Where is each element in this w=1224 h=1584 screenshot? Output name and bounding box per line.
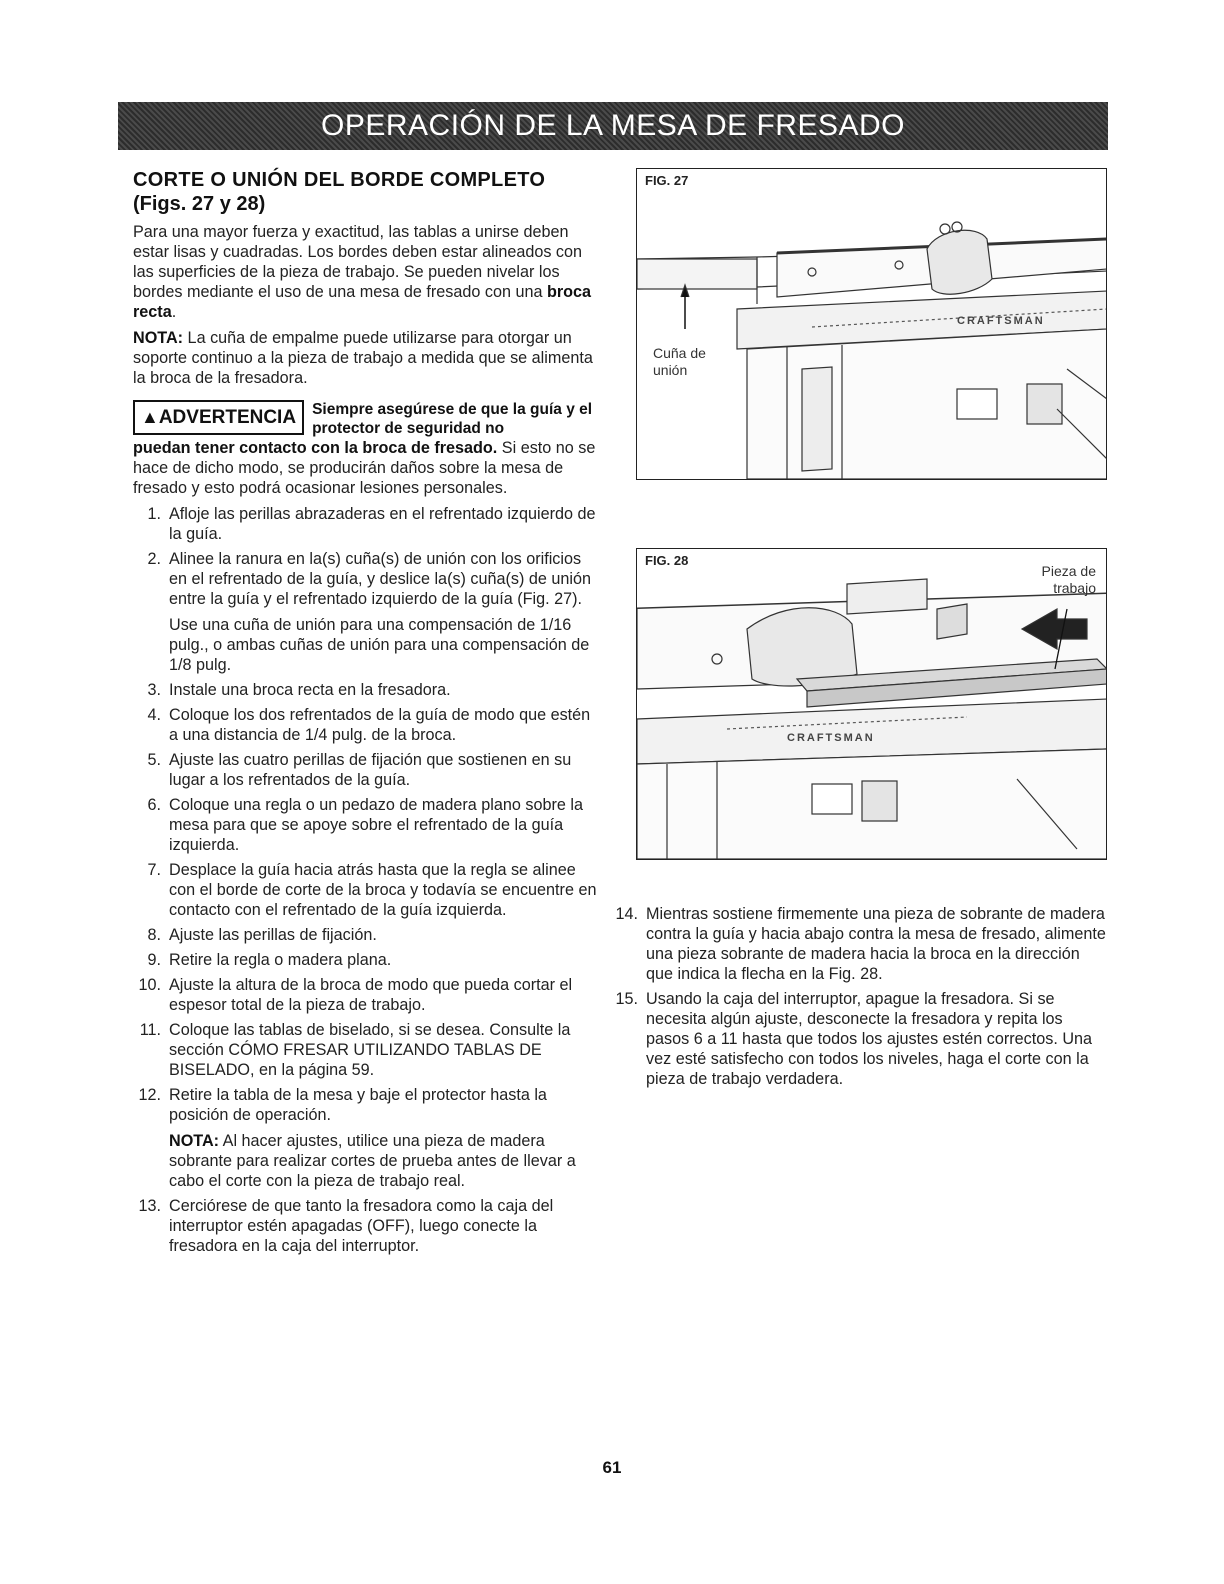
- step-number: 12.: [138, 1086, 161, 1104]
- step-number: 5.: [147, 751, 161, 769]
- step-item: [133, 705, 601, 745]
- figure-27: [636, 168, 1107, 480]
- step-text: Coloque una regla o un pedazo de madera plano sobre la mesa para que se apoye sobre el refrentado de la guía izquierda.: [169, 796, 583, 854]
- left-column: [133, 168, 601, 1261]
- page-number: 61: [602, 1458, 622, 1477]
- step-number: 6.: [147, 796, 161, 814]
- step-subtext: Use una cuña de unión para una compensación de 1/16 pulg., o ambas cuñas de unión para una compensación de 1/8 pulg.: [169, 616, 590, 674]
- warning-triangle-icon: ▲: [141, 407, 159, 427]
- step-text: Coloque los dos refrentados de la guía de modo que estén a una distancia de 1/4 pulg. de la broca.: [169, 706, 591, 744]
- step-item: [133, 925, 601, 945]
- router-table-fence-illustration: [637, 169, 1106, 479]
- step-text: Afloje las perillas abrazaderas en el refrentado izquierdo de la guía.: [169, 505, 596, 543]
- step-item: [133, 680, 601, 700]
- step-item: [610, 904, 1110, 984]
- router-table-workpiece-illustration: [637, 549, 1106, 859]
- step-text: Usando la caja del interruptor, apague la fresadora. Si se necesita algún ajuste, desconecte la fresadora y repita los pasos 6 a 11 hasta que todos los ajustes estén correctos. Una vez esté satisfecho con todos los niveles, haga el corte con la pieza de trabajo verdadera.: [646, 990, 1093, 1088]
- step-item: [133, 950, 601, 970]
- step-text: Cerciórese de que tanto la fresadora como la caja del interruptor estén apagadas (OFF), luego conecte la fresadora en la caja del interruptor.: [169, 1197, 554, 1255]
- warning-text: puedan tener contacto con la broca de fresado. Si esto no se hace de dicho modo, se producirán daños sobre la mesa de fresado y esto podrá ocasionar lesiones personales.: [133, 439, 596, 497]
- step-text: Retire la regla o madera plana.: [169, 951, 392, 969]
- step-text: Ajuste la altura de la broca de modo que pueda cortar el espesor total de la pieza de trabajo.: [169, 976, 573, 1014]
- figure-28: [636, 548, 1107, 860]
- steps-list-continued: [610, 904, 1110, 1089]
- section-banner: [118, 102, 1108, 150]
- steps-list: [133, 504, 601, 1256]
- banner-title: OPERACIÓN DE LA MESA DE FRESADO: [321, 109, 905, 142]
- step-number: 3.: [147, 681, 161, 699]
- warning-bold-text: Siempre asegúrese de que la guía y el protector de seguridad no: [312, 401, 593, 437]
- warning-block: [133, 400, 601, 498]
- step-item: [133, 1020, 601, 1080]
- step-number: 11.: [139, 1021, 161, 1039]
- note-paragraph: NOTA: La cuña de empalme puede utilizarse para otorgar un soporte continuo a la pieza de trabajo a medida que se alimenta la broca de la fresadora.: [133, 329, 593, 387]
- step-item: [610, 989, 1110, 1089]
- right-column: [610, 900, 1110, 1094]
- step-number: 8.: [147, 926, 161, 944]
- brand-label: CRAFTSMAN: [787, 732, 875, 744]
- step-subtext: NOTA: Al hacer ajustes, utilice una pieza de madera sobrante para realizar cortes de prueba antes de llevar a cabo el corte con la pieza de trabajo real.: [169, 1132, 576, 1190]
- figure-callout: Cuña de unión: [653, 345, 706, 378]
- step-text: Coloque las tablas de biselado, si se desea. Consulte la sección CÓMO FRESAR UTILIZANDO TABLAS DE BISELADO, en la página 59.: [169, 1021, 571, 1079]
- step-number: 4.: [147, 706, 161, 724]
- step-number: 13.: [138, 1197, 161, 1215]
- step-number: 15.: [615, 990, 638, 1008]
- figure-callout: Pieza de trabajo: [1041, 563, 1096, 596]
- step-text: Ajuste las cuatro perillas de fijación que sostienen en su lugar a los refrentados de la guía.: [169, 751, 572, 789]
- section-subtitle: (Figs. 27 y 28): [133, 193, 266, 215]
- step-text: Retire la tabla de la mesa y baje el protector hasta la posición de operación.: [169, 1086, 547, 1124]
- step-item: [133, 549, 601, 675]
- step-item: [133, 1085, 601, 1191]
- step-text: Ajuste las perillas de fijación.: [169, 926, 377, 944]
- figure-label: FIG. 27: [645, 173, 689, 188]
- step-item: [133, 975, 601, 1015]
- section-title: CORTE O UNIÓN DEL BORDE COMPLETO: [133, 169, 546, 191]
- brand-label: CRAFTSMAN: [957, 315, 1045, 327]
- figure-label: FIG. 28: [645, 553, 689, 568]
- step-item: [133, 795, 601, 855]
- step-text: Alinee la ranura en la(s) cuña(s) de unión con los orificios en el refrentado de la guía, y deslice la(s) cuña(s) de unión entre la guía y el refrentado izquierdo de la guía (Fig. 27).: [169, 550, 592, 608]
- intro-paragraph: Para una mayor fuerza y exactitud, las tablas a unirse deben estar lisas y cuadradas. Los bordes deben estar alineados con las superficies de la pieza de trabajo. Se pueden nivelar los bordes mediante el uso de una mesa de fresado con una broca recta.: [133, 223, 592, 321]
- step-item: [133, 750, 601, 790]
- step-item: [133, 860, 601, 920]
- step-item: [133, 504, 601, 544]
- warning-badge: ▲ADVERTENCIA: [133, 400, 304, 435]
- step-number: 10.: [138, 976, 161, 994]
- step-number: 7.: [147, 861, 161, 879]
- step-number: 9.: [147, 951, 161, 969]
- step-number: 2.: [147, 550, 161, 568]
- step-number: 14.: [615, 905, 638, 923]
- step-text: Mientras sostiene firmemente una pieza de sobrante de madera contra la guía y hacia abajo contra la mesa de fresado, alimente una pieza sobrante de madera hacia la broca en la dirección que indica la flecha en la Fig. 28.: [646, 905, 1106, 983]
- step-number: 1.: [147, 505, 161, 523]
- step-text: Instale una broca recta en la fresadora.: [169, 681, 451, 699]
- step-text: Desplace la guía hacia atrás hasta que la regla se alinee con el borde de corte de la broca y todavía se encuentre en contacto con el refrentado de la guía izquierda.: [169, 861, 597, 919]
- step-item: [133, 1196, 601, 1256]
